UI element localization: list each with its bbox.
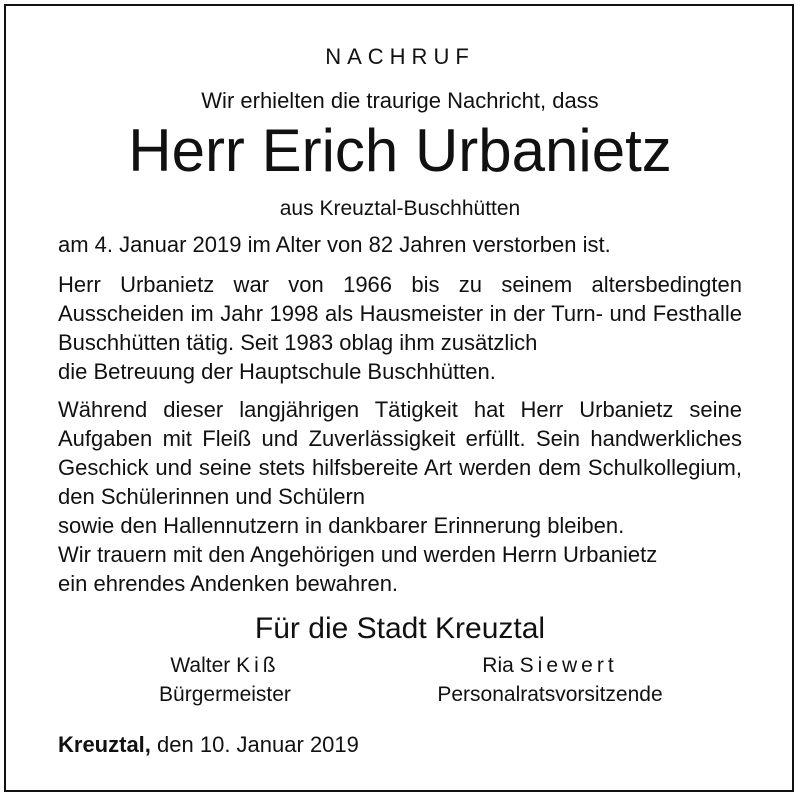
deceased-origin: aus Kreuztal-Buschhütten xyxy=(279,197,521,220)
paragraph-body: Wir trauern mit den Angehörigen und werden Herrn Urbanietz xyxy=(58,542,658,567)
signatory-name xyxy=(400,651,700,680)
signatory-title: Bürgermeister xyxy=(159,683,291,706)
place-date-line xyxy=(58,732,359,758)
signatory-first-name: Ria xyxy=(482,654,514,677)
signatory-staff-council xyxy=(400,651,700,709)
signatory-title: Personalratsvorsitzende xyxy=(437,683,663,706)
signatory-mayor xyxy=(120,651,330,709)
signatory-first-name: Walter xyxy=(170,654,231,677)
paragraph-last-line: die Betreuung der Hauptschule Buschhütten. xyxy=(58,359,496,384)
notice-heading: NACHRUF xyxy=(325,44,475,69)
intro-line: Wir erhielten die traurige Nachricht, dass xyxy=(201,88,599,113)
paragraph-last-line: sowie den Hallennutzern in dankbarer Erinnerung bleiben. xyxy=(58,513,625,538)
signatory-name xyxy=(120,651,330,680)
paragraph-body: Während dieser langjährigen Tätigkeit hat Herr Urbanietz seine Aufgaben mit Fleiß und Zuverlässigkeit erfüllt. Sein handwerkliches Geschick und seine stets hilfsbereite Art werden dem Schulkollegium, den Schülerinnen und Schülern xyxy=(58,397,742,509)
deceased-name: Herr Erich Urbanietz xyxy=(128,117,672,184)
place: Kreuztal, xyxy=(58,732,151,757)
paragraph-body: Herr Urbanietz war von 1966 bis zu seinem altersbedingten Ausscheiden im Jahr 1998 als Hausmeister in der Turn- und Festhalle Buschhütten tätig. Seit 1983 oblag ihm zusätzlich xyxy=(58,272,742,355)
signatory-last-name: Siewert xyxy=(519,654,618,677)
date: den 10. Januar 2019 xyxy=(157,732,359,757)
paragraph-last-line: ein ehrendes Andenken bewahren. xyxy=(58,571,399,596)
signature-heading: Für die Stadt Kreuztal xyxy=(254,612,546,645)
paragraph-tribute xyxy=(58,395,742,540)
paragraph-career xyxy=(58,270,742,386)
signatory-last-name: Kiß xyxy=(236,654,280,677)
paragraph-mourning xyxy=(58,540,742,598)
death-line: am 4. Januar 2019 im Alter von 82 Jahren verstorben ist. xyxy=(58,232,611,257)
